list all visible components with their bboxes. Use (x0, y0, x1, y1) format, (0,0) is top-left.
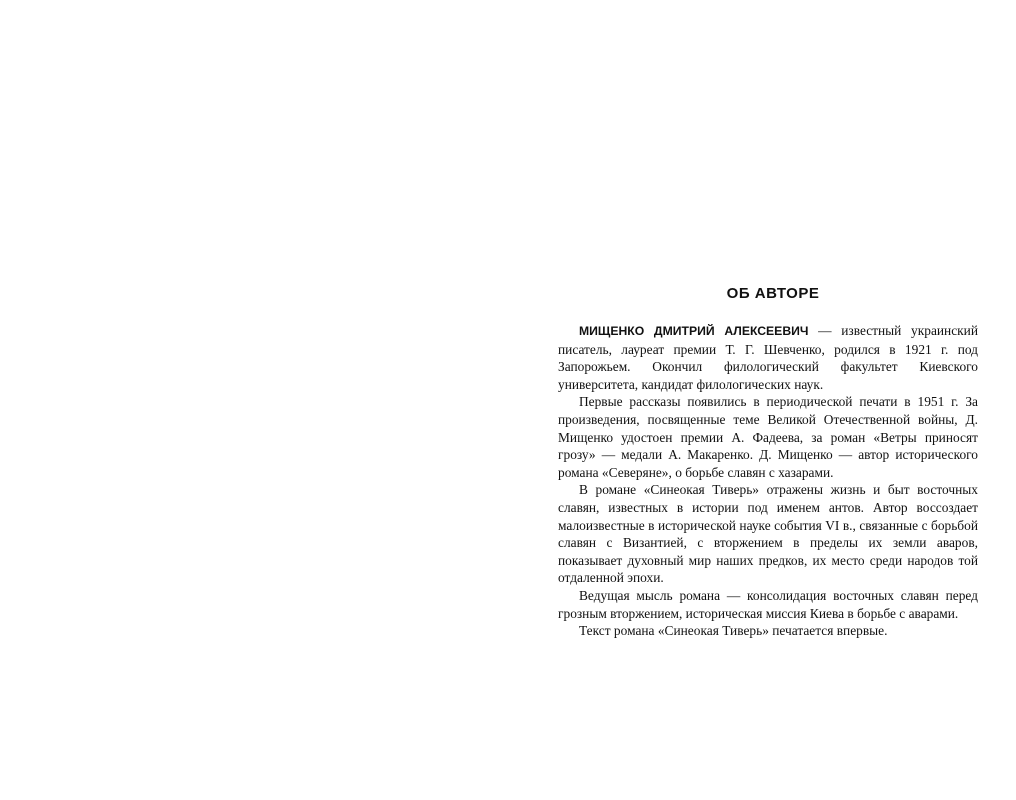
paragraph-1-text: — известный украинский писатель, лауреат премии Т. Г. Шевченко, родился в 1921 г. под Запорожьем. Окончил филологический факультет Киевского университета, кандидат филологических наук. (558, 323, 979, 392)
right-page (508, 0, 1016, 800)
paragraph-1 (558, 322, 978, 393)
section-heading: ОБ АВТОРЕ (726, 285, 820, 302)
paragraph-2: Первые рассказы появились в периодической печати в 1951 г. За произведения, посвященные теме Великой Отечественной войны, Д. Мищенко удостоен премии А. Фадеева, за роман «Ветры приносят грозу» — медали А. Макаренко. Д. Мищенко — автор исторического романа «Северяне», о борьбе славян с хазарами. (558, 394, 978, 480)
paragraph-4: Ведущая мысль романа — консолидация восточных славян перед грозным вторжением, историческая миссия Киева в борьбе с аварами. (558, 587, 978, 621)
about-author-section (558, 285, 978, 640)
author-name: МИЩЕНКО ДМИТРИЙ АЛЕКСЕЕВИЧ (579, 324, 809, 338)
paragraph-5: Текст романа «Синеокая Тиверь» печатается впервые. (579, 623, 888, 639)
paragraph-3: В романе «Синеокая Тиверь» отражены жизнь и быт восточных славян, известных в истории под именем антов. Автор воссоздает малоизвестные в исторической науке события VI в., связанные с борьбой славян с Византией, с вторжением в пределы их земли аваров, показывает духовный мир наших предков, их место среди народов той отдаленной эпохи. (558, 482, 978, 586)
